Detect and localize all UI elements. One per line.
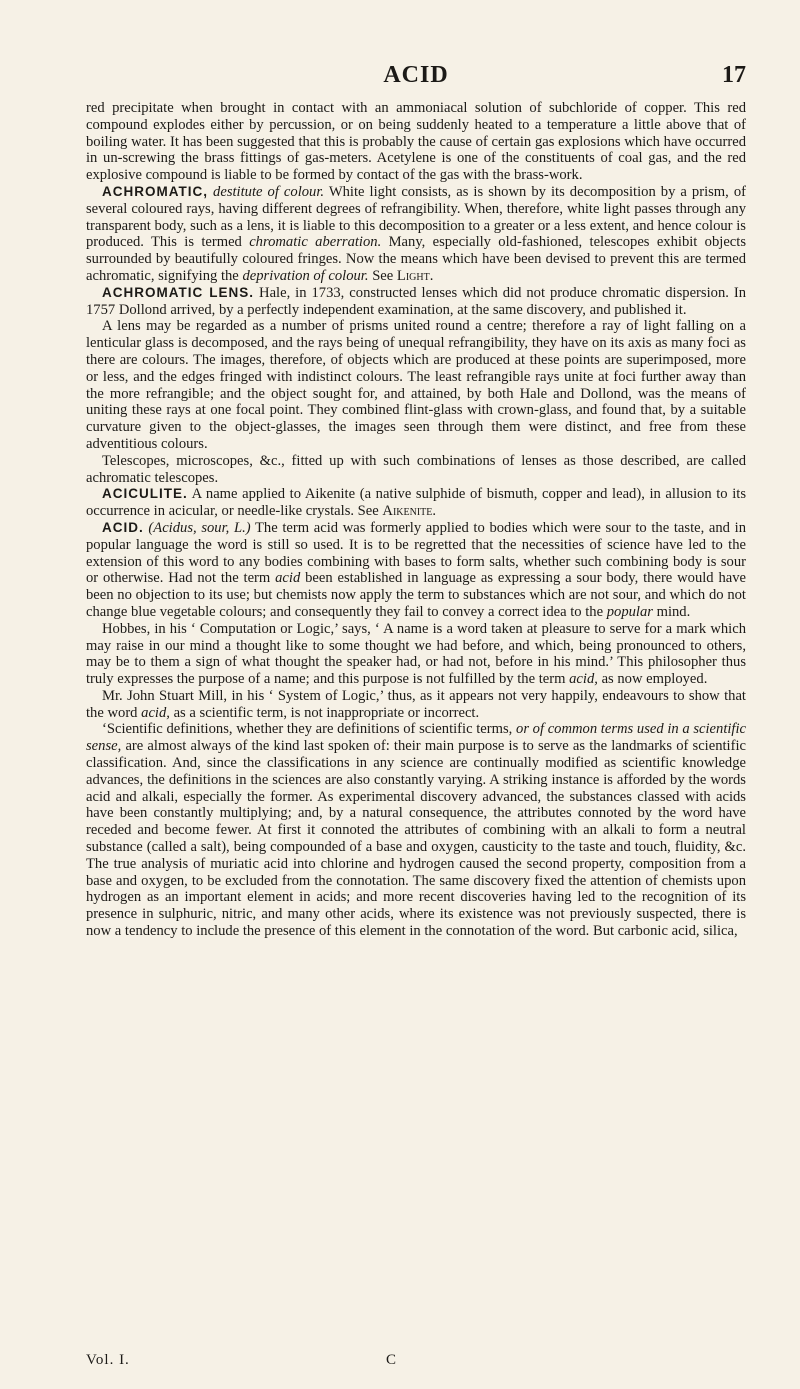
italic-term: acid: [275, 570, 301, 587]
book-page: [86, 62, 746, 1372]
italic-phrase: or of common terms used in a scientific sense,: [86, 721, 747, 755]
paragraph-hobbes: [86, 621, 746, 688]
paragraph-mill: [86, 688, 746, 722]
paragraph-text: Mr. John Stuart Mill, in his ‘ System of Logic,’ thus, as it appears not very happily, endeavours to show that the word: [86, 687, 746, 721]
entry-headword: ACHROMATIC LENS.: [102, 284, 255, 300]
entry-aciculite: [86, 486, 746, 520]
signature-mark: C: [386, 1352, 397, 1368]
entry-headword: ACICULITE.: [102, 486, 188, 502]
paragraph-continued: [86, 100, 746, 184]
paragraph-text: red precipitate when brought in contact with an ammoniacal solution of subchloride of copper. This red compound explodes either by percussion, or on being suddenly heated to a temperature a little above that of boiling water. It has been suggested that this is probably the cause of certain gas explosions which have occurred in un-screwing the brass fittings of gas-meters. Acetylene is one of the constituents of coal gas, and the red explosive compound is liable to be formed by contact of the gas with the brass-work.: [86, 100, 746, 184]
entry-achromatic: [86, 184, 746, 285]
paragraph-telescopes: [86, 453, 746, 487]
paragraph-text: White light consists, as is shown by its decomposition by a prism, of several coloured rays, having different degrees of refrangibility. When, therefore, white light passes through any transparent body, such as a lens, it is liable to this decomposition to a greater or a less extent, and hence colour is produced. This is termed: [86, 183, 747, 251]
italic-term: popular: [606, 603, 653, 620]
italic-term: chromatic aberration.: [249, 234, 382, 251]
body-text: [86, 100, 746, 940]
paragraph-text: as now employed.: [601, 671, 708, 688]
italic-term: deprivation of colour.: [242, 267, 369, 284]
paragraph-text: A name applied to Aikenite (a native sulphide of bismuth, copper and lead), in allusion to its occurrence in acicular, or needle-like crystals. See: [86, 486, 747, 520]
paragraph-text: Telescopes, microscopes, &c., fitted up with such combinations of lenses as those described, are called achromatic telescopes.: [86, 452, 746, 486]
etymology: (Acidus, sour, L.): [148, 519, 251, 536]
entry-headword: ACID.: [102, 519, 144, 535]
cross-reference: Light.: [396, 267, 434, 284]
paragraph-text: been established in language as expressing a sour body, there would have been no objection to its use; but chemists now apply the term to substances which are not sour, and which do not change blue vegetable colours; and consequently they fail to convey a correct idea to the: [86, 570, 746, 620]
paragraph-text: as a scientific term, is not inappropriate or incorrect.: [173, 704, 480, 721]
running-header: [86, 62, 746, 100]
paragraph-text: are almost always of the kind last spoken of: their main purpose is to serve as the landmarks of scientific classification. And, since the classifications in any science are continually modified as scientific knowledge advances, the definitions in the sciences are also constantly varying. A striking instance is afforded by the words acid and alkali, especially the former. As experimental discovery advanced, the substances classed with acids have been constantly multiplying; and, by a natural consequence, the attributes connoted by the word have receded and become fewer. At first it connoted the attributes of combining with an alkali to form a neutral substance (called a salt), being compounded of a base and oxygen, causticity to the taste and touch, fluidity, &c. The true analysis of muriatic acid into chlorine and hydrogen caused the second property, composition from a base and oxygen, to be excluded from the connotation. The same discovery fixed the attention of chemists upon hydrogen as an important element in acids; and more recent discoveries having led to the recognition of its presence in sulphuric, nitric, and many other acids, where its existence was not previously suspected, there is now a tendency to include the presence of this element in the connotation of the word. But carbonic acid, silica,: [86, 738, 746, 940]
paragraph-text: A lens may be regarded as a number of prisms united round a centre; therefore a ray of light falling on a lenticular glass is decomposed, and the rays being of unequal refrangibility, they have on its axis as many foci as there are colours. The images, therefore, of objects which are produced at these points are superimposed, more or less, and the edges fringed with indistinct colours. The least refrangible rays unite at foci further away than the more refrangible; and the object sought for, and attained, by both Hale and Dollond, was the means of uniting these rays at one focal point. They combined flint-glass with crown-glass, and found that, by a suitable curvature given to the object-glasses, the images seen through them were distinct, and free from these adventitious colours.: [86, 318, 746, 452]
italic-term: acid,: [569, 671, 598, 688]
paragraph-text: Many, especially old-fashioned, telescopes exhibit objects surrounded by beautifully coloured fringes. Now the means which have been devised to prevent this are termed achromatic, signifying the: [86, 234, 747, 284]
entry-achromatic-lens: [86, 285, 746, 319]
paragraph-scientific-definitions: [86, 721, 746, 939]
running-title: ACID: [383, 62, 449, 88]
paragraph-text: mind.: [656, 603, 691, 620]
page-number: 17: [722, 62, 746, 88]
volume-label: Vol. I.: [86, 1352, 130, 1368]
page-footer: [86, 1352, 746, 1372]
entry-acid: [86, 520, 746, 621]
entry-headword: ACHROMATIC,: [102, 183, 208, 199]
see-label: See: [372, 267, 394, 284]
paragraph-text: ‘Scientific definitions, whether they are definitions of scientific terms,: [102, 721, 513, 738]
paragraph-text: The term acid was formerly applied to bodies which were sour to the taste, and in popular language the word is still so used. It is to be regretted that the necessities of science have led to the extension of this word to any bodies combining with bases to form salts, whether such combining body is sour or otherwise. Had not the term: [86, 519, 746, 587]
entry-gloss: destitute of colour.: [213, 183, 325, 200]
cross-reference: Aikenite.: [382, 503, 437, 520]
italic-term: acid,: [141, 704, 170, 721]
paragraph-text: Hale, in 1733, constructed lenses which did not produce chromatic dispersion. In 1757 Dollond arrived, by a perfectly independent examination, at the same discovery, and published it.: [86, 284, 747, 318]
paragraph-text: Hobbes, in his ‘ Computation or Logic,’ says, ‘ A name is a word taken at pleasure to serve for a mark which may raise in our mind a thought like to some thought we had before, and which, being pronounced to others, may be to them a sign of what thought the speaker had, or had not, before in his mind.’ This philosopher thus truly expresses the purpose of a name; and this purpose is not fulfilled by the term: [86, 620, 746, 688]
paragraph-prisms: [86, 318, 746, 452]
